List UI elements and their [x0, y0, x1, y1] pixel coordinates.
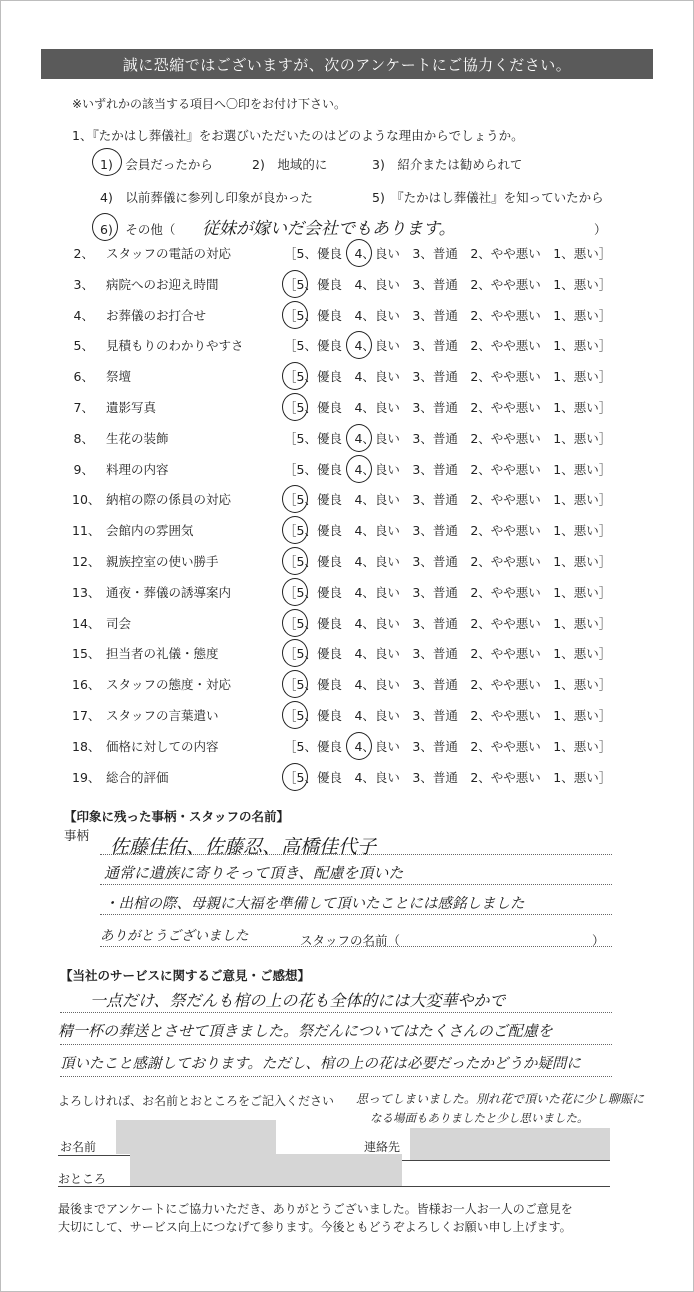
rating-label: 担当者の礼儀・態度	[106, 646, 219, 661]
rating-answer-circle	[346, 331, 372, 359]
rating-scale: ［5、優良 4、良い 3、普通 2、やや悪い 1、悪い］	[284, 523, 612, 538]
rating-label: 祭壇	[106, 369, 132, 384]
rating-label: 会館内の雰囲気	[106, 523, 194, 538]
rating-scale: ［5、優良 4、良い 3、普通 2、やや悪い 1、悪い］	[284, 277, 612, 292]
rating-row	[72, 768, 612, 788]
staff-name-close: ）	[592, 933, 605, 948]
handwritten-other-reason: 従妹が嫁いだ会社でもあります。	[202, 219, 456, 239]
handwritten-impression-3: ・出棺の際、母親に大福を準備して頂いたことには感銘しました	[104, 896, 525, 912]
rating-row	[72, 644, 612, 664]
rating-answer-circle	[282, 393, 308, 421]
rating-number: 14、	[72, 616, 101, 631]
handwritten-impression-4: ありがとうございました	[100, 928, 249, 944]
q1-option-5: 5) 『たかはし葬儀社』を知っていたから	[372, 190, 604, 205]
rating-answer-circle	[282, 485, 308, 513]
rating-answer-circle	[282, 639, 308, 667]
writing-line	[100, 884, 612, 885]
rating-number: 17、	[72, 708, 101, 723]
rating-label: 病院へのお迎え時間	[106, 277, 219, 292]
rating-scale: ［5、優良 4、良い 3、普通 2、やや悪い 1、悪い］	[284, 431, 612, 446]
answer-circle	[92, 213, 118, 241]
address-label: おところ	[58, 1172, 107, 1186]
rating-answer-circle	[282, 763, 308, 791]
rating-row	[72, 398, 612, 418]
rating-label: スタッフの電話の対応	[106, 246, 232, 261]
redacted-address	[130, 1154, 402, 1186]
rating-row	[72, 521, 612, 541]
rating-row	[72, 706, 612, 726]
rating-label: 納棺の際の係員の対応	[106, 492, 232, 507]
rating-answer-circle	[282, 516, 308, 544]
footer-line-1: 最後までアンケートにご協力いただき、ありがとうございました。皆様お一人お一人のご意見を	[58, 1202, 573, 1216]
rating-scale: ［5、優良 4、良い 3、普通 2、やや悪い 1、悪い］	[284, 369, 612, 384]
rating-answer-circle	[282, 362, 308, 390]
name-label: お名前	[60, 1140, 97, 1154]
rating-label: 親族控室の使い勝手	[106, 554, 219, 569]
rating-number: 15、	[72, 646, 101, 661]
redacted-name	[116, 1120, 276, 1154]
rating-number: 10、	[72, 492, 101, 507]
rating-row	[72, 490, 612, 510]
rating-answer-circle	[346, 732, 372, 760]
rating-scale: ［5、優良 4、良い 3、普通 2、やや悪い 1、悪い］	[284, 708, 612, 723]
redacted-tel	[410, 1128, 610, 1160]
impressions-label: 事柄	[64, 828, 90, 843]
rating-label: 料理の内容	[106, 462, 169, 477]
opinions-header: 【当社のサービスに関するご意見・ご感想】	[60, 968, 311, 983]
rating-row	[72, 675, 612, 695]
handwritten-opinion-tail-2: なる場面もありましたと少し思いました。	[370, 1111, 589, 1125]
footer-line-2: 大切にして、サービス向上につなげて参ります。今後ともどうぞよろしくお願い申し上げます。	[58, 1220, 572, 1234]
rating-label: 総合的評価	[106, 770, 169, 785]
rating-number: 4、	[73, 308, 94, 323]
handwritten-opinion-1: 一点だけ、祭だんも棺の上の花も全体的には大変華やかで	[90, 991, 506, 1010]
rating-label: 司会	[106, 616, 132, 631]
handwritten-opinion-3: 頂いたこと感謝しております。ただし、棺の上の花は必要だったかどうか疑問に	[60, 1056, 581, 1072]
instruction-note: ※いずれかの該当する項目へ〇印をお付け下さい。	[72, 97, 347, 111]
handwritten-opinion-tail-1: 思ってしまいました。別れ花で頂いた花に少し聊賑に	[356, 1092, 645, 1106]
rating-row	[72, 336, 612, 356]
rating-label: スタッフの言葉遣い	[106, 708, 219, 723]
rating-answer-circle	[282, 301, 308, 329]
q1-option-6: 6) その他（	[100, 222, 176, 237]
q1-option-6-close: ）	[594, 222, 607, 237]
rating-label: 価格に対しての内容	[106, 739, 219, 754]
rating-label: 見積もりのわかりやすさ	[106, 338, 244, 353]
rating-answer-circle	[282, 270, 308, 298]
rating-answer-circle	[282, 547, 308, 575]
rating-number: 19、	[72, 770, 101, 785]
writing-line	[100, 914, 612, 915]
rating-label: スタッフの態度・対応	[106, 677, 232, 692]
rating-number: 6、	[73, 369, 94, 384]
rating-row	[72, 552, 612, 572]
writing-line	[60, 1012, 612, 1013]
rating-answer-circle	[282, 609, 308, 637]
rating-row	[72, 367, 612, 387]
rating-label: 通夜・葬儀の誘導案内	[106, 585, 232, 600]
rating-number: 13、	[72, 585, 101, 600]
rating-scale: ［5、優良 4、良い 3、普通 2、やや悪い 1、悪い］	[284, 492, 612, 507]
rating-number: 3、	[73, 277, 94, 292]
rating-scale: ［5、優良 4、良い 3、普通 2、やや悪い 1、悪い］	[284, 338, 612, 353]
rating-number: 7、	[73, 400, 94, 415]
rating-scale: ［5、優良 4、良い 3、普通 2、やや悪い 1、悪い］	[284, 616, 612, 631]
rating-scale: ［5、優良 4、良い 3、普通 2、やや悪い 1、悪い］	[284, 585, 612, 600]
rating-scale: ［5、優良 4、良い 3、普通 2、やや悪い 1、悪い］	[284, 677, 612, 692]
rating-number: 11、	[72, 523, 101, 538]
rating-row	[72, 583, 612, 603]
rating-row	[72, 460, 612, 480]
q1-option-3: 3) 紹介または勧められて	[372, 157, 523, 172]
rating-number: 12、	[72, 554, 101, 569]
answer-circle	[92, 148, 122, 176]
impressions-header: 【印象に残った事柄・スタッフの名前】	[64, 809, 290, 824]
contact-prompt: よろしければ、お名前とおところをご記入ください	[58, 1094, 335, 1108]
rating-row	[72, 275, 612, 295]
rating-row	[72, 429, 612, 449]
q1-option-1: 1) 会員だったから	[100, 157, 213, 172]
handwritten-impression-2: 通常に遺族に寄りそって頂き、配慮を頂いた	[104, 864, 404, 882]
address-underline	[58, 1186, 610, 1187]
q1-option-4: 4) 以前葬儀に参列し印象が良かった	[100, 190, 313, 205]
rating-scale: ［5、優良 4、良い 3、普通 2、やや悪い 1、悪い］	[284, 739, 612, 754]
rating-scale: ［5、優良 4、良い 3、普通 2、やや悪い 1、悪い］	[284, 400, 612, 415]
q1-option-2: 2) 地域的に	[252, 157, 328, 172]
survey-title: 誠に恐縮ではございますが、次のアンケートにご協力ください。	[41, 49, 653, 79]
rating-answer-circle	[346, 424, 372, 452]
rating-scale: ［5、優良 4、良い 3、普通 2、やや悪い 1、悪い］	[284, 646, 612, 661]
tel-label: 連絡先	[364, 1140, 401, 1154]
rating-scale: ［5、優良 4、良い 3、普通 2、やや悪い 1、悪い］	[284, 308, 612, 323]
question-1: 1、『たかはし葬儀社』をお選びいただいたのはどのような理由からでしょうか。	[72, 128, 524, 143]
writing-line	[60, 1044, 612, 1045]
rating-number: 9、	[73, 462, 94, 477]
writing-line	[60, 1076, 612, 1077]
rating-row	[72, 737, 612, 757]
handwritten-impression-1: 佐藤佳佑、佐藤忍、高橋佳代子	[110, 836, 377, 858]
rating-scale: ［5、優良 4、良い 3、普通 2、やや悪い 1、悪い］	[284, 462, 612, 477]
rating-number: 5、	[73, 338, 94, 353]
rating-scale: ［5、優良 4、良い 3、普通 2、やや悪い 1、悪い］	[284, 246, 612, 261]
rating-answer-circle	[282, 670, 308, 698]
rating-scale: ［5、優良 4、良い 3、普通 2、やや悪い 1、悪い］	[284, 554, 612, 569]
rating-row	[72, 614, 612, 634]
staff-name-label: スタッフの名前（	[300, 933, 401, 948]
rating-number: 2、	[73, 246, 94, 261]
handwritten-opinion-2: 精一杯の葬送とさせて頂きました。祭だんについてはたくさんのご配慮を	[58, 1022, 553, 1040]
rating-row	[72, 306, 612, 326]
rating-row	[72, 244, 612, 264]
rating-answer-circle	[346, 239, 372, 267]
rating-answer-circle	[346, 455, 372, 483]
rating-label: 遺影写真	[106, 400, 157, 415]
rating-answer-circle	[282, 701, 308, 729]
rating-number: 18、	[72, 739, 101, 754]
rating-label: 生花の装飾	[106, 431, 169, 446]
rating-scale: ［5、優良 4、良い 3、普通 2、やや悪い 1、悪い］	[284, 770, 612, 785]
rating-label: お葬儀のお打合せ	[106, 308, 207, 323]
rating-answer-circle	[282, 578, 308, 606]
rating-number: 8、	[73, 431, 94, 446]
rating-number: 16、	[72, 677, 101, 692]
